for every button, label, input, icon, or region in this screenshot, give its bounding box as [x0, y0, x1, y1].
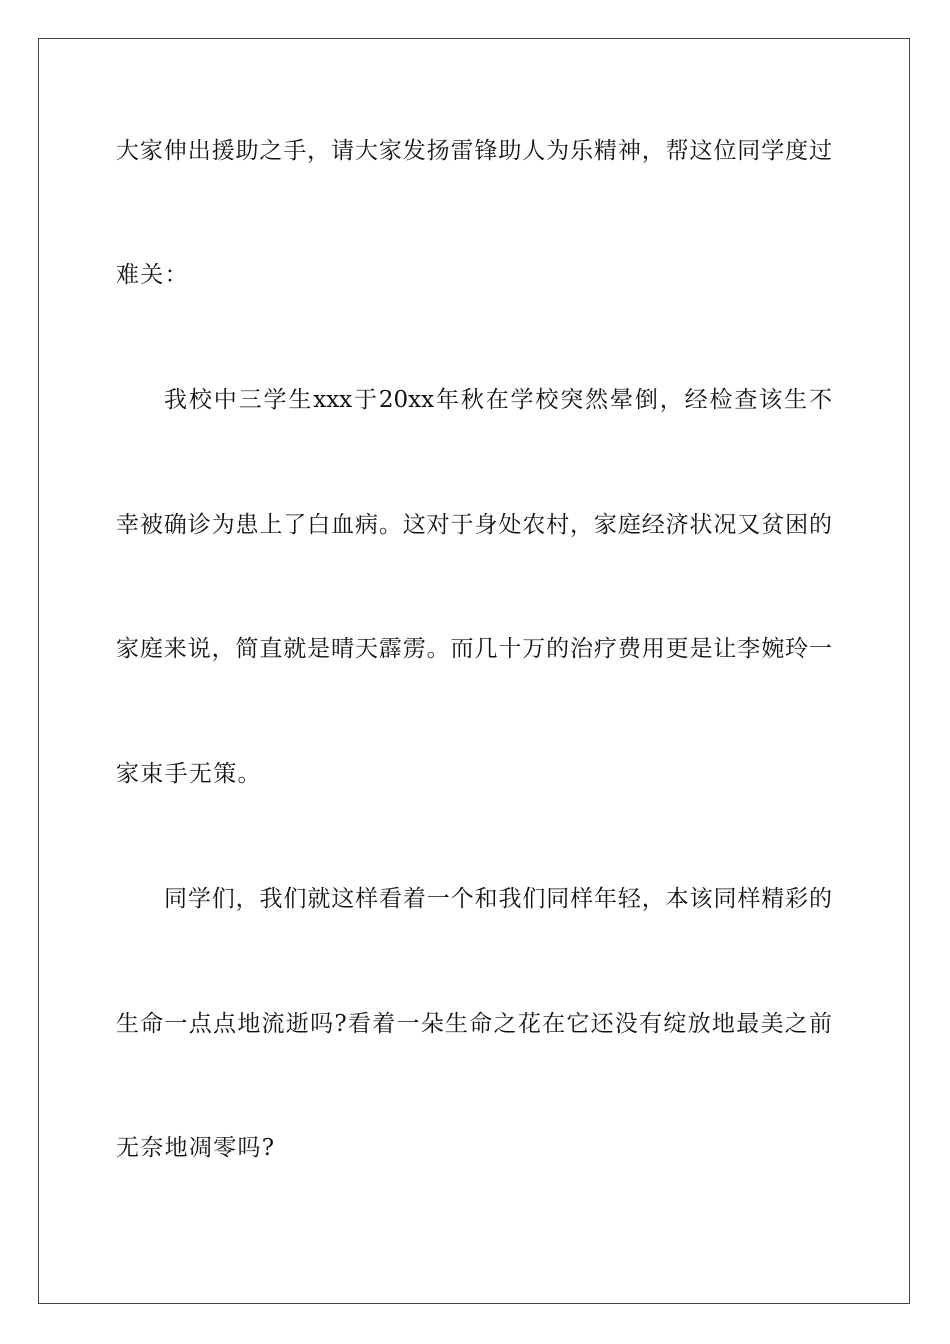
text-line-1: 大家伸出援助之手，请大家发扬雷锋助人为乐精神，帮这位同学度过: [116, 138, 832, 164]
text-line-6: 家束手无策。: [116, 761, 262, 787]
text-line-3: 我校中三学生xxx于20xx年秋在学校突然晕倒，经检查该生不: [164, 387, 832, 413]
text-line-8: 生命一点点地流逝吗?看着一朵生命之花在它还没有绽放地最美之前: [116, 1011, 832, 1037]
page-border: [38, 38, 910, 1304]
text-line-5: 家庭来说，简直就是晴天霹雳。而几十万的治疗费用更是让李婉玲一: [116, 636, 832, 662]
text-line-7: 同学们，我们就这样看着一个和我们同样年轻，本该同样精彩的: [164, 886, 832, 912]
text-line-4: 幸被确诊为患上了白血病。这对于身处农村，家庭经济状况又贫困的: [116, 512, 832, 538]
text-line-9: 无奈地凋零吗?: [116, 1135, 276, 1161]
text-line-2: 难关：: [116, 262, 189, 288]
